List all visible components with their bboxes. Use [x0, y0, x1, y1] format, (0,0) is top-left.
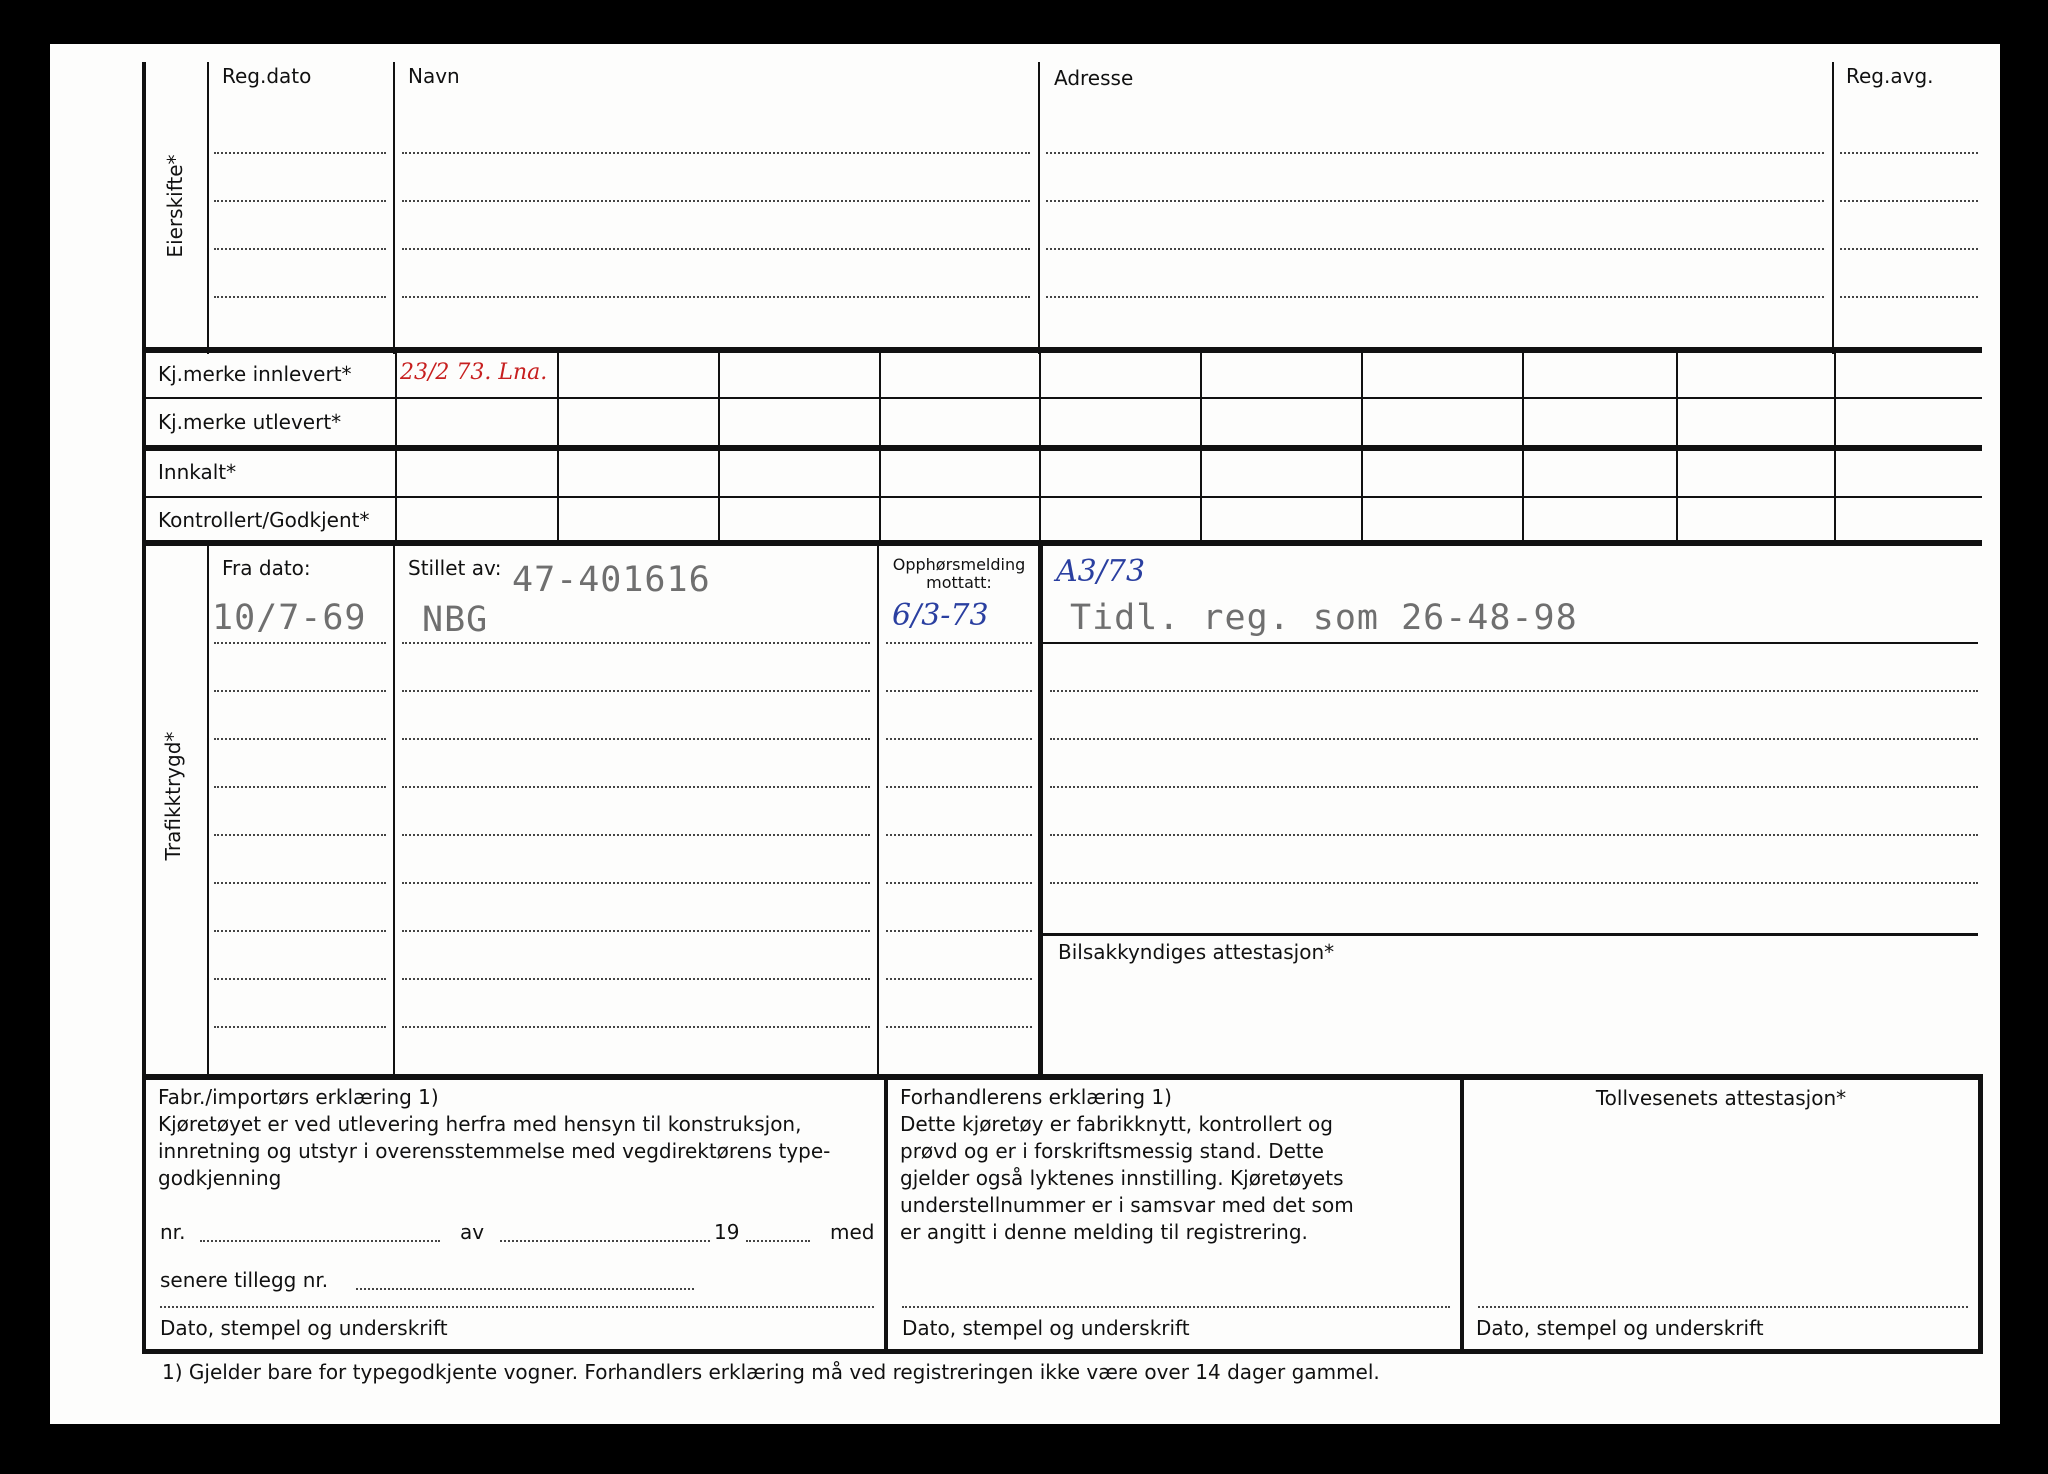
entry-line	[214, 978, 386, 980]
med-label: med	[830, 1220, 875, 1244]
entry-line	[886, 690, 1032, 692]
grid-line	[1832, 62, 1834, 354]
forhandler-text-line: prøvd og er i forskriftsmessig stand. Dette	[900, 1139, 1324, 1163]
entry-line	[886, 642, 1032, 644]
grid-line	[718, 350, 720, 542]
remark-value: Tidl. reg. som 26-48-98	[1070, 598, 1578, 638]
entry-line	[402, 834, 870, 836]
entry-line	[886, 978, 1032, 980]
entry-line	[402, 978, 870, 980]
grid-line	[142, 496, 1982, 498]
entry-line	[1046, 248, 1824, 250]
entry-line	[402, 930, 870, 932]
entry-line	[214, 642, 386, 644]
fabrikant-text-line: Kjøretøyet er ved utlevering herfra med hensyn til konstruksjon,	[158, 1112, 802, 1136]
entry-line	[214, 738, 386, 740]
entry-line	[886, 930, 1032, 932]
grid-line	[1834, 350, 1836, 542]
right-border-line	[1978, 1074, 1983, 1354]
grid-line	[1522, 350, 1524, 542]
eierskifte-side-label: Eierskifte*	[163, 154, 187, 258]
entry-line	[214, 786, 386, 788]
entry-line	[1046, 200, 1824, 202]
kjmerke-utlevert-label: Kj.merke utlevert*	[158, 410, 342, 434]
bilsakkyndig-label: Bilsakkyndiges attestasjon*	[1058, 940, 1335, 964]
section-rule	[142, 347, 1982, 353]
entry-line	[886, 1026, 1032, 1028]
entry-line	[886, 834, 1032, 836]
fabrikant-text-line: godkjenning	[158, 1166, 282, 1190]
opphor-label-line: mottatt:	[926, 573, 992, 592]
entry-line	[1840, 296, 1978, 298]
forhandler-title: Forhandlerens erklæring 1)	[900, 1085, 1172, 1109]
entry-line	[1050, 690, 1978, 692]
entry-line	[214, 834, 386, 836]
entry-line	[402, 786, 870, 788]
trafikktrygd-side-label: Trafikktrygd*	[161, 731, 185, 861]
grid-line	[207, 544, 209, 1076]
grid-line	[1042, 642, 1978, 644]
innkalt-label: Innkalt*	[158, 460, 237, 484]
grid-line	[207, 62, 209, 354]
entry-line	[356, 1288, 694, 1290]
kjmerke-innlevert-label: Kj.merke innlevert*	[158, 362, 352, 386]
forhandler-signature-label: Dato, stempel og underskrift	[902, 1316, 1190, 1340]
entry-line	[402, 296, 1030, 298]
footnote: 1) Gjelder bare for typegodkjente vogner. Forhandlers erklæring må ved registreringen ikke være over 14 dager gammel.	[162, 1360, 1380, 1384]
entry-line	[1840, 248, 1978, 250]
annotation-value: A3/73	[1056, 554, 1146, 589]
toll-signature-label: Dato, stempel og underskrift	[1476, 1316, 1764, 1340]
grid-line	[1039, 350, 1041, 542]
forhandler-declaration	[900, 1084, 1354, 1246]
entry-line	[1050, 786, 1978, 788]
registration-card	[50, 44, 2000, 1424]
entry-line	[1050, 834, 1978, 836]
forhandler-text-line: gjelder også lyktenes innstilling. Kjøretøyets	[900, 1166, 1344, 1190]
entry-line	[1050, 882, 1978, 884]
grid-line	[879, 350, 881, 542]
signature-line	[160, 1306, 874, 1308]
navn-header: Navn	[408, 64, 460, 88]
stillet-av-label: Stillet av:	[408, 556, 502, 580]
av-label: av	[460, 1220, 485, 1244]
fabrikant-declaration	[158, 1084, 830, 1192]
entry-line	[402, 690, 870, 692]
fabrikant-title: Fabr./importørs erklæring 1)	[158, 1085, 439, 1109]
entry-line	[200, 1240, 440, 1242]
tillegg-label: senere tillegg nr.	[160, 1268, 329, 1292]
entry-line	[1840, 200, 1978, 202]
entry-line	[214, 882, 386, 884]
year-label: 19	[714, 1220, 740, 1244]
toll-title: Tollvesenets attestasjon*	[1595, 1086, 1847, 1110]
section-rule	[142, 540, 1982, 546]
entry-line	[214, 690, 386, 692]
entry-line	[214, 248, 386, 250]
entry-line	[886, 882, 1032, 884]
entry-line	[886, 786, 1032, 788]
signature-line	[1478, 1306, 1968, 1308]
forhandler-text-line: understellnummer er i samsvar med det som	[900, 1193, 1354, 1217]
fabrikant-signature-label: Dato, stempel og underskrift	[160, 1316, 448, 1340]
section-rule	[142, 1349, 1982, 1354]
entry-line	[402, 200, 1030, 202]
entry-line	[402, 882, 870, 884]
entry-line	[1046, 152, 1824, 154]
grid-line	[1361, 350, 1363, 542]
forhandler-text-line: er angitt i denne melding til registrering.	[900, 1220, 1308, 1244]
fra-dato-value: 10/7-69	[212, 598, 367, 638]
entry-line	[1840, 152, 1978, 154]
grid-line	[557, 350, 559, 542]
section-rule	[142, 1074, 1982, 1080]
entry-line	[1046, 296, 1824, 298]
entry-line	[214, 296, 386, 298]
entry-line	[402, 1026, 870, 1028]
opphor-label-line: Opphørsmelding	[892, 555, 1026, 574]
adresse-header: Adresse	[1054, 66, 1134, 90]
entry-line	[402, 738, 870, 740]
grid-line	[884, 1078, 888, 1352]
grid-line	[1038, 544, 1043, 1076]
stillet-av-value: NBG	[422, 600, 489, 640]
entry-line	[214, 152, 386, 154]
opphorsmelding-label	[884, 556, 1034, 592]
entry-line	[214, 930, 386, 932]
kontrollert-godkjent-label: Kontrollert/Godkjent*	[158, 508, 370, 532]
forhandler-text-line: Dette kjøretøy er fabrikknytt, kontrollert og	[900, 1112, 1333, 1136]
entry-line	[1050, 738, 1978, 740]
polise-number: 47-401616	[512, 560, 711, 600]
nr-label: nr.	[160, 1220, 186, 1244]
grid-line	[395, 350, 397, 542]
signature-line	[902, 1306, 1450, 1308]
grid-line	[393, 62, 395, 354]
entry-line	[402, 248, 1030, 250]
grid-line	[1460, 1078, 1464, 1352]
grid-line	[877, 544, 879, 1076]
grid-line	[393, 544, 395, 1076]
grid-line	[1676, 350, 1678, 542]
left-border-line	[142, 62, 146, 1352]
opphorsmelding-value: 6/3-73	[892, 598, 989, 633]
entry-line	[500, 1240, 710, 1242]
reg-dato-header: Reg.dato	[222, 64, 312, 88]
section-rule	[142, 445, 1982, 451]
grid-line	[1200, 350, 1202, 542]
entry-line	[746, 1240, 810, 1242]
fabrikant-text-line: innretning og utstyr i overensstemmelse med vegdirektørens type-	[158, 1139, 831, 1163]
fra-dato-label: Fra dato:	[222, 556, 311, 580]
entry-line	[402, 642, 870, 644]
entry-line	[402, 152, 1030, 154]
grid-line	[142, 397, 1982, 399]
reg-avg-header: Reg.avg.	[1846, 64, 1934, 88]
grid-line	[1042, 933, 1978, 936]
entry-line	[214, 1026, 386, 1028]
kjmerke-innlevert-value: 23/2 73. Lna.	[400, 360, 548, 385]
entry-line	[886, 738, 1032, 740]
grid-line	[1038, 62, 1040, 354]
entry-line	[214, 200, 386, 202]
